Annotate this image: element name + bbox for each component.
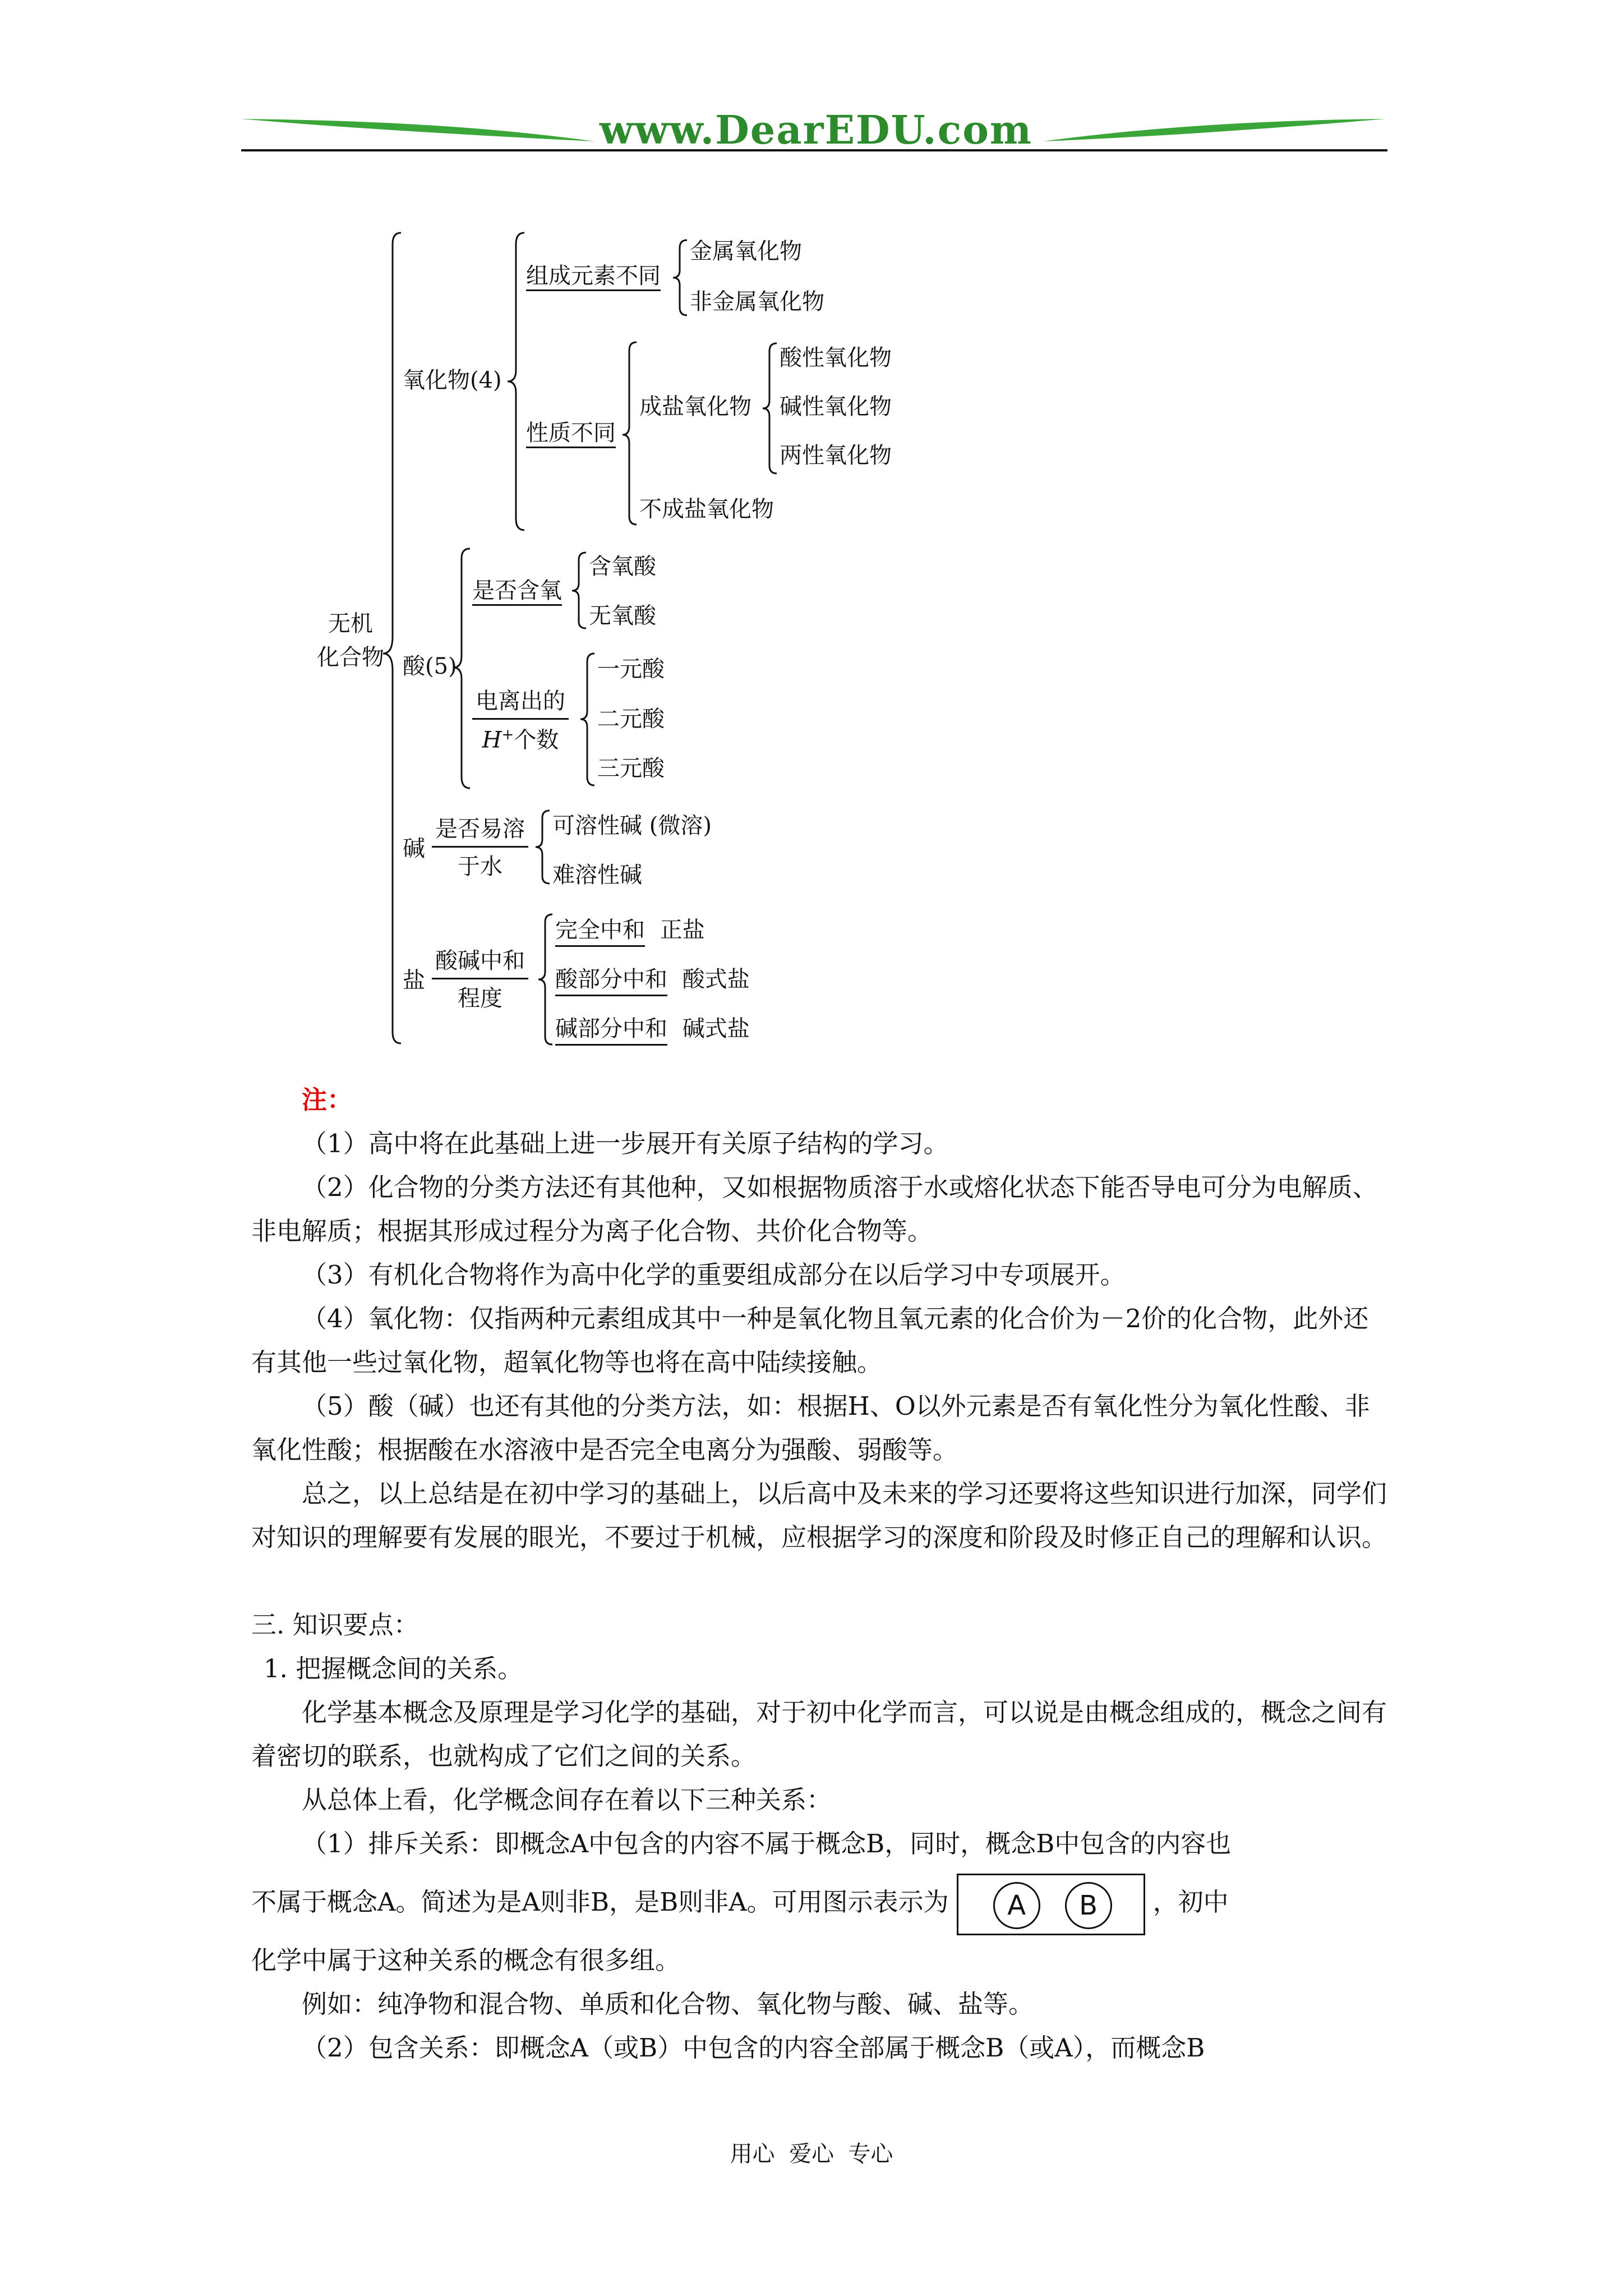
acid-di: 二元酸 [597,706,665,732]
base-crit-num: 是否易溶 [432,818,528,848]
brace-salt [538,914,552,1045]
acid-by-h-den [472,720,569,751]
base-label: 碱 [403,836,425,862]
circle-a: A [993,1882,1040,1929]
section-3-heading: 三. 知识要点： [251,1610,419,1640]
acid-by-h-num: 电离出的 [472,690,569,720]
oxide-amphoteric: 两性氧化物 [780,443,892,468]
base-insoluble: 难溶性碱 [552,862,642,888]
root-line-1: 无机 [328,611,373,637]
brace-oxide [508,233,524,530]
section-3-sub1: 1. 把握概念间的关系。 [264,1654,523,1683]
salt-normal-result: 正盐 [660,917,705,943]
acid-mono: 一元酸 [597,656,665,682]
exclusion-diagram [957,1874,1145,1935]
p4-after: ，初中 [1152,1887,1229,1917]
oxide-by-property: 性质不同 [526,422,616,448]
acid-by-oxygen: 是否含氧 [472,579,562,606]
oxide-by-elements: 组成元素不同 [526,265,661,291]
acid-oxy: 含氧酸 [589,554,656,579]
section-3-p1: 化学基本概念及原理是学习化学的基础，对于初中化学而言，可以说是由概念组成的，概念之间有着密切的联系，也就构成了它们之间的关系。 [251,1697,1387,1771]
notes-title [251,1078,1390,1122]
section-3-p7: （2）包含关系：即概念A（或B）中包含的内容全部属于概念B（或A），而概念B [302,2033,1205,2063]
p4-before: 不属于概念A。简述为是A则非B，是B则非A。可用图示表示为 [251,1887,949,1917]
salt-normal [555,919,705,941]
site-name: www.DearEDU.com [599,107,1032,153]
classification-braces [0,0,1623,1066]
section-3-p5: 化学中属于这种关系的概念有很多组。 [251,1945,681,1975]
salt-criterion [432,950,528,1010]
salt-basic-cond: 碱部分中和 [555,1016,667,1046]
note-5: （5）酸（碱）也还有其他的分类方法，如：根据H、O以外元素是否有氧化性分为氧化性酸、非氧化性酸；根据酸在水溶液中是否完全电离分为强酸、弱酸等。 [251,1391,1370,1465]
circle-b: B [1065,1882,1112,1929]
page-footer: 用心 爱心 专心 [730,2141,893,2167]
section-3-p2: 从总体上看，化学概念间存在着以下三种关系： [302,1785,832,1815]
base-soluble: 可溶性碱 (微溶) [552,813,712,839]
salt-crit-den: 程度 [458,986,502,1011]
brace-root [383,233,401,1043]
tree-root-label [317,607,384,674]
h-count-text: 个数 [514,727,559,753]
salt-acidic-result: 酸式盐 [682,967,750,992]
brace-oxygen [572,553,586,628]
salt-basic-result: 碱式盐 [682,1016,750,1042]
acid-label: 酸(5) [403,654,457,679]
note-1: （1）高中将在此基础上进一步展开有关原子结构的学习。 [302,1129,949,1158]
section-3-p3: （1）排斥关系：即概念A中包含的内容不属于概念B，同时，概念B中包含的内容也 [302,1829,1232,1858]
oxide-nonmetal: 非金属氧化物 [690,289,824,315]
oxide-non-salt-forming: 不成盐氧化物 [639,496,774,522]
section-3-p4 [251,1866,1390,1939]
salt-acidic-cond: 酸部分中和 [555,967,667,996]
oxide-metal: 金属氧化物 [690,238,802,264]
note-summary: 总之，以上总结是在初中学习的基础上，以后高中及未来的学习还要将这些知识进行加深，同学们对知识的理解要有发展的眼光，不要过于机械，应根据学习的深度和阶段及时修正自己的理解和认识。 [251,1479,1387,1552]
acid-non-oxy: 无氧酸 [589,603,656,629]
brace-property [623,342,637,524]
oxide-basic: 碱性氧化物 [780,394,892,420]
salt-normal-cond: 完全中和 [555,917,645,947]
note-4: （4）氧化物：仅指两种元素组成其中一种是氧化物且氧元素的化合价为－2价的化合物，此外还有其他一些过氧化物，超氧化物等也将在高中陆续接触。 [251,1304,1369,1377]
oxide-acidic: 酸性氧化物 [780,345,892,371]
salt-crit-num: 酸碱中和 [432,950,528,979]
acid-tri: 三元酸 [597,756,665,781]
brace-h-count [580,654,594,785]
root-line-2: 化合物 [317,645,384,670]
brace-elements [673,240,687,315]
section-3-p6: 例如：纯净物和混合物、单质和化合物、氧化物与酸、碱、盐等。 [302,1989,1034,2019]
base-crit-den: 于水 [458,854,502,880]
h-charge: + [501,726,514,743]
base-criterion [432,818,528,878]
brace-salt-forming [763,343,777,473]
note-3: （3）有机化合物将作为高中化学的重要组成部分在以后学习中专项展开。 [302,1260,1126,1290]
oxide-label: 氧化物(4) [403,367,502,393]
acid-by-h-count [472,690,569,751]
oxide-salt-forming: 成盐氧化物 [639,394,751,420]
notes-title-text: 注： [302,1085,353,1115]
salt-basic [555,1018,750,1040]
brace-base [536,811,550,884]
h-symbol: H [482,727,502,753]
salt-label: 盐 [403,968,425,993]
note-2: （2）化合物的分类方法还有其他种，又如根据物质溶于水或熔化状态下能否导电可分为电解质、非电解质；根据其形成过程分为离子化合物、共价化合物等。 [251,1172,1378,1246]
salt-acidic [555,968,750,991]
notes-section [251,1078,1390,1559]
section-3 [251,1603,1390,2070]
